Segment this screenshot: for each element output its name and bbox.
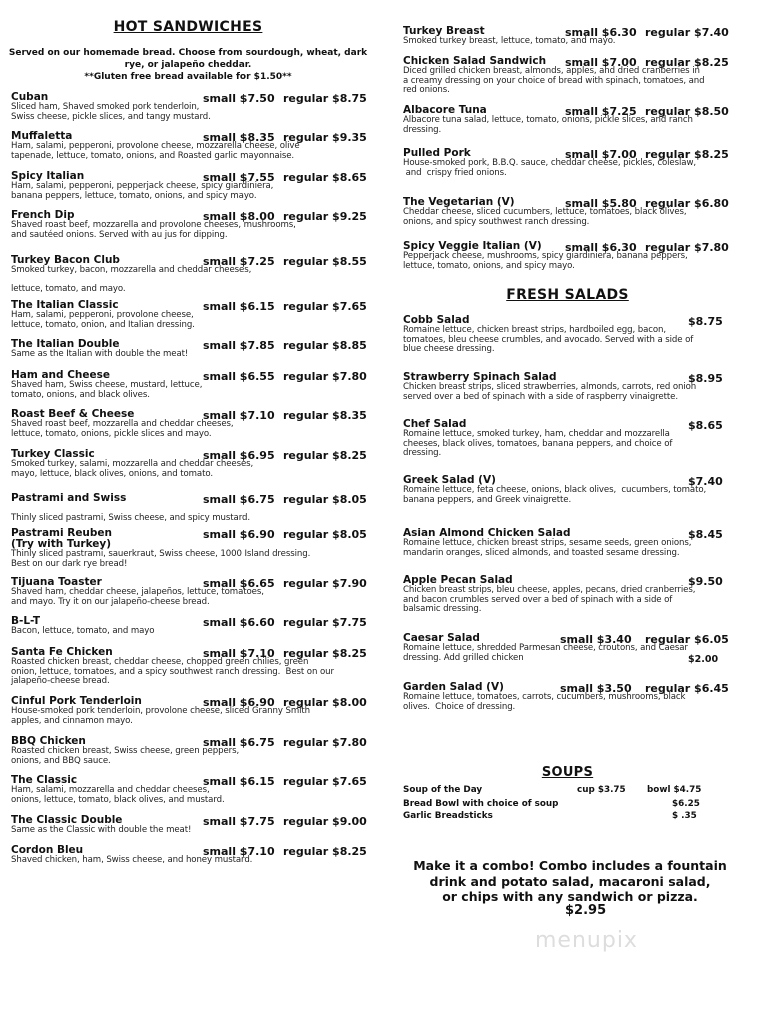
small-price: small $6.90 [203, 528, 275, 541]
price: $8.65 [688, 419, 723, 432]
item-description: Ham, salami, pepperoni, pepperjack cheese, spicy giardiniera, banana peppers, lettuce, tomato, onions, and spicy mayo. [11, 181, 274, 201]
regular-price: regular $7.80 [645, 241, 729, 254]
regular-price: regular $6.80 [645, 197, 729, 210]
item-description: Roasted chicken breast, cheddar cheese, chopped green chilies, green onion, lettuce, tomatoes, and a spicy southwest ranch dressing. Best on our jalapeño-cheese bread. [11, 657, 334, 687]
small-price: small $6.75 [203, 736, 275, 749]
combo-offer: Make it a combo! Combo includes a fountain drink and potato salad, macaroni salad, or chips with any sandwich or pizza. [413, 858, 727, 904]
regular-price: regular $8.00 [283, 696, 367, 709]
item-description: Romaine lettuce, chicken breast strips, hardboiled egg, bacon, tomatoes, bleu cheese crumbles, and avocado. Served with a side of blue cheese dressing. [403, 325, 694, 355]
item-name: Albacore Tuna [403, 104, 487, 116]
regular-price: regular $8.25 [283, 449, 367, 462]
item-description: Roasted chicken breast, Swiss cheese, green peppers, onions, and BBQ sauce. [11, 746, 240, 766]
small-price: small $7.00 [565, 148, 637, 161]
regular-price: regular $8.25 [283, 845, 367, 858]
small-price: small $8.35 [203, 131, 275, 144]
item-description: Ham, salami, mozzarella and cheddar cheeses, onions, lettuce, tomato, black olives, and mustard. [11, 785, 225, 805]
regular-price: regular $8.25 [645, 56, 729, 69]
regular-price: regular $8.85 [283, 339, 367, 352]
item-name: BBQ Chicken [11, 735, 86, 747]
item-name: Cinful Pork Tenderloin [11, 695, 142, 707]
item-description: Pepperjack cheese, mushrooms, spicy giardiniera, banana peppers, lettuce, tomato, onions, and spicy mayo. [403, 251, 688, 271]
small-price: small $8.00 [203, 210, 275, 223]
small-price: small $6.90 [203, 696, 275, 709]
item-name: Turkey Bacon Club [11, 254, 120, 266]
item-name: Muffaletta [11, 130, 73, 142]
item-description: Shaved ham, Swiss cheese, mustard, lettuce, tomato, onions, and black olives. [11, 380, 203, 400]
combo-price: $2.95 [565, 903, 607, 918]
item-description: Same as the Classic with double the meat! [11, 825, 192, 835]
regular-price: regular $6.45 [645, 682, 729, 695]
item-description: Thinly sliced pastrami, sauerkraut, Swiss cheese, 1000 Island dressing. Best on our dark rye bread! [11, 549, 311, 569]
item-description: Thinly sliced pastrami, Swiss cheese, and spicy mustard. [11, 512, 250, 523]
item-name: Cordon Bleu [11, 844, 84, 856]
item-name: The Classic [11, 774, 78, 786]
small-price: small $6.95 [203, 449, 275, 462]
item-description: Same as the Italian with double the meat! [11, 349, 189, 359]
item-description: Bacon, lettuce, tomato, and mayo [11, 626, 155, 636]
fresh-salads-heading: FRESH SALADS [506, 287, 629, 303]
small-price: small $6.30 [565, 26, 637, 39]
small-price: small $7.10 [203, 845, 275, 858]
soup-name: Soup of the Day [403, 785, 483, 795]
watermark-logo: menupix [535, 928, 638, 953]
regular-price: regular $8.05 [283, 528, 367, 541]
regular-price: regular $8.75 [283, 92, 367, 105]
regular-price: regular $6.05 [645, 633, 729, 646]
item-description: Romaine lettuce, feta cheese, onions, black olives, cucumbers, tomato, banana peppers, and Greek vinaigrette. [403, 485, 707, 505]
small-price: small $6.15 [203, 775, 275, 788]
soup-price: $ .35 [672, 811, 697, 821]
small-price: small $7.10 [203, 647, 275, 660]
soup-cup-price: cup $3.75 [577, 785, 626, 795]
item-description: Smoked turkey, bacon, mozzarella and cheddar cheeses, lettuce, tomato, and mayo. [11, 265, 252, 295]
soups-heading: SOUPS [541, 765, 594, 780]
regular-price: regular $8.25 [283, 647, 367, 660]
small-price: small $3.50 [560, 682, 632, 695]
bread-intro: Served on our homemade bread. Choose from sourdough, wheat, dark rye, or jalapeño cheddar. **Gluten free bread available for $1.50** [8, 48, 368, 82]
small-price: small $6.15 [203, 300, 275, 313]
price: $8.75 [688, 315, 723, 328]
item-name: Apple Pecan Salad [403, 574, 513, 586]
item-name: Turkey Breast [403, 25, 485, 37]
item-name: The Classic Double [11, 814, 123, 826]
item-description: Romaine lettuce, tomatoes, carrots, cucumbers, mushrooms, black olives. Choice of dressing. [403, 692, 686, 712]
item-name: Santa Fe Chicken [11, 646, 113, 658]
item-description: House-smoked pork, B.B.Q. sauce, cheddar cheese, pickles, coleslaw, and crispy fried onions. [403, 158, 696, 178]
item-name: Roast Beef & Cheese [11, 408, 135, 420]
item-name: Asian Almond Chicken Salad [403, 527, 571, 539]
item-description: Cheddar cheese, sliced cucumbers, lettuce, tomatoes, black olives, onions, and spicy southwest ranch dressing. [403, 207, 687, 227]
item-name: Greek Salad (V) [403, 474, 496, 486]
item-description: Romaine lettuce, shredded Parmesan cheese, croutons, and Caesar dressing. Add grilled chicken [403, 643, 688, 663]
small-price: small $6.60 [203, 616, 275, 629]
item-name: Strawberry Spinach Salad [403, 371, 557, 383]
item-description: Diced grilled chicken breast, almonds, apples, and dried cranberries in a creamy dressing on your choice of bread with spinach, tomatoes, and red onions. [403, 66, 705, 96]
addon-price: $2.00 [688, 654, 719, 665]
item-description: Romaine lettuce, smoked turkey, ham, cheddar and mozzarella cheeses, black olives, tomatoes, banana peppers, and choice of dressing. [403, 429, 673, 459]
price: $9.50 [688, 575, 723, 588]
item-name: French Dip [11, 209, 75, 221]
regular-price: regular $9.25 [283, 210, 367, 223]
item-name: Chef Salad [403, 418, 467, 430]
item-description: Albacore tuna salad, lettuce, tomato, onions, pickle slices, and ranch dressing. [403, 115, 693, 135]
small-price: small $6.75 [203, 493, 275, 506]
item-description: Shaved roast beef, mozzarella and provolone cheeses, mushrooms, and sautéed onions. Served with au jus for dipping. [11, 220, 296, 240]
soup-name: Bread Bowl with choice of soup [403, 799, 559, 809]
small-price: small $7.10 [203, 409, 275, 422]
regular-price: regular $8.25 [645, 148, 729, 161]
price: $8.95 [688, 372, 723, 385]
small-price: small $7.25 [565, 105, 637, 118]
item-name: The Italian Classic [11, 299, 119, 311]
regular-price: regular $8.65 [283, 171, 367, 184]
item-description: Shaved roast beef, mozzarella and cheddar cheeses, lettuce, tomato, onions, pickle slices and mayo. [11, 419, 234, 439]
small-price: small $6.65 [203, 577, 275, 590]
small-price: small $7.00 [565, 56, 637, 69]
item-name: Garden Salad (V) [403, 681, 504, 693]
soup-price: bowl $4.75 [647, 785, 702, 795]
item-name: Tijuana Toaster [11, 576, 102, 588]
item-description: Chicken breast strips, bleu cheese, apples, pecans, dried cranberries, and bacon crumbles served over a bed of spinach with a side of balsamic dressing. [403, 585, 696, 615]
item-description: Shaved ham, cheddar cheese, jalapeños, lettuce, tomatoes, and mayo. Try it on our jalapeño-cheese bread. [11, 587, 264, 607]
small-price: small $7.85 [203, 339, 275, 352]
regular-price: regular $7.40 [645, 26, 729, 39]
small-price: small $7.50 [203, 92, 275, 105]
regular-price: regular $7.75 [283, 616, 367, 629]
small-price: small $6.30 [565, 241, 637, 254]
item-name: Ham and Cheese [11, 369, 110, 381]
regular-price: regular $7.80 [283, 736, 367, 749]
small-price: small $3.40 [560, 633, 632, 646]
regular-price: regular $7.65 [283, 775, 367, 788]
item-name: The Vegetarian (V) [403, 196, 515, 208]
regular-price: regular $8.35 [283, 409, 367, 422]
regular-price: regular $8.50 [645, 105, 729, 118]
regular-price: regular $8.55 [283, 255, 367, 268]
item-name: Cuban [11, 91, 49, 103]
item-name: Pastrami and Swiss [11, 492, 127, 504]
item-name: Turkey Classic [11, 448, 95, 460]
item-name: Cobb Salad [403, 314, 470, 326]
small-price: small $7.55 [203, 171, 275, 184]
regular-price: regular $7.90 [283, 577, 367, 590]
item-description: Smoked turkey breast, lettuce, tomato, and mayo. [403, 36, 616, 46]
item-description: Ham, salami, pepperoni, provolone cheese, mozzarella cheese, olive tapenade, lettuce, tomato, onions, and Roasted garlic mayonnaise. [11, 141, 300, 161]
item-name: Chicken Salad Sandwich [403, 55, 547, 67]
item-name: Pastrami Reuben (Try with Turkey) [11, 527, 113, 550]
small-price: small $7.75 [203, 815, 275, 828]
item-description: Smoked turkey, salami, mozzarella and cheddar cheeses, mayo, lettuce, black olives, onions, and tomato. [11, 459, 254, 479]
small-price: small $5.80 [565, 197, 637, 210]
price: $8.45 [688, 528, 723, 541]
regular-price: regular $9.00 [283, 815, 367, 828]
small-price: small $6.55 [203, 370, 275, 383]
small-price: small $7.25 [203, 255, 275, 268]
item-description: Shaved chicken, ham, Swiss cheese, and honey mustard. [11, 855, 253, 865]
regular-price: regular $7.65 [283, 300, 367, 313]
soup-price: $6.25 [672, 799, 700, 809]
regular-price: regular $9.35 [283, 131, 367, 144]
item-name: Spicy Italian [11, 170, 85, 182]
soup-name: Garlic Breadsticks [403, 811, 493, 821]
item-description: Chicken breast strips, sliced strawberries, almonds, carrots, red onion served over a bed of spinach with a side of raspberry vinaigrette. [403, 382, 697, 402]
item-name: B-L-T [11, 615, 41, 627]
item-name: Pulled Pork [403, 147, 471, 159]
regular-price: regular $7.80 [283, 370, 367, 383]
price: $7.40 [688, 475, 723, 488]
item-description: House-smoked pork tenderloin, provolone cheese, sliced Granny Smith apples, and cinnamon mayo. [11, 706, 310, 726]
item-name: Spicy Veggie Italian (V) [403, 240, 542, 252]
regular-price: regular $8.05 [283, 493, 367, 506]
hot-sandwiches-heading: HOT SANDWICHES [113, 19, 263, 35]
item-name: The Italian Double [11, 338, 120, 350]
item-description: Romaine lettuce, chicken breast strips, sesame seeds, green onions, mandarin oranges, sliced almonds, and toasted sesame dressing. [403, 538, 692, 558]
item-name: Caesar Salad [403, 632, 480, 644]
item-description: Sliced ham, Shaved smoked pork tenderloin, Swiss cheese, pickle slices, and tangy mustard. [11, 102, 211, 122]
item-description: Ham, salami, pepperoni, provolone cheese, lettuce, tomato, onion, and Italian dressing. [11, 310, 195, 330]
